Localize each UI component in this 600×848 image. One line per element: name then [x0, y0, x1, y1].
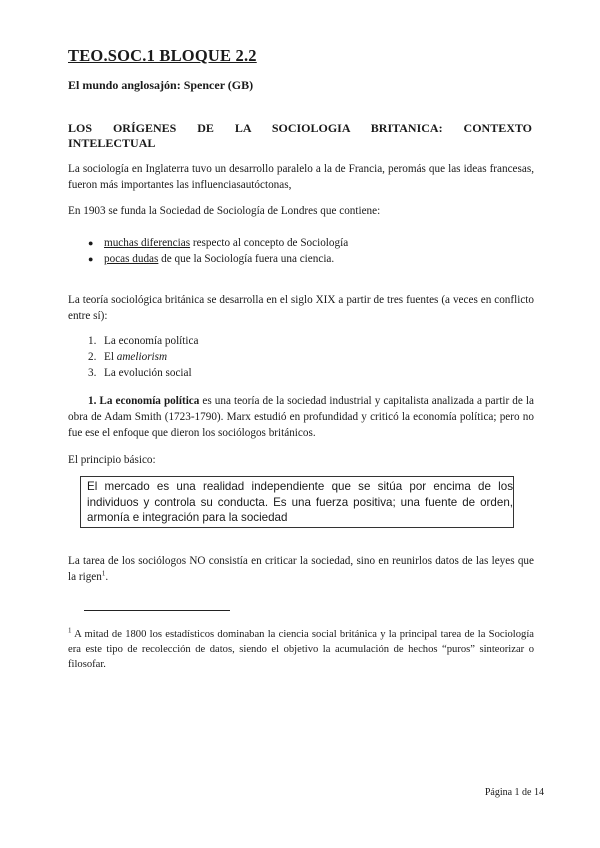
footnote-marker: 1	[68, 626, 72, 635]
numbered-item	[88, 365, 198, 381]
section-heading-line2: INTELECTUAL	[68, 136, 156, 150]
footnote-divider	[84, 610, 230, 611]
numbered-item	[88, 349, 198, 365]
item-number: 1.	[88, 335, 97, 347]
bullet-text: de que la Sociología fuera una ciencia.	[158, 253, 335, 265]
item-text: El	[104, 351, 117, 363]
paragraph-lead-bold: 1. La economía política	[88, 395, 200, 407]
item-italic-text: ameliorism	[116, 351, 168, 363]
bullet-icon: ●	[88, 254, 94, 264]
paragraph-body: La tarea de los sociólogos NO consistía en criticar la sociedad, sino en reunirlos datos de las leyes que la rigen	[68, 555, 534, 583]
paragraph-society-founding: En 1903 se funda la Sociedad de Sociología de Londres que contiene:	[68, 205, 381, 217]
bullet-underlined-text: muchas diferencias	[104, 237, 191, 249]
footnote-text: A mitad de 1800 los estadísticos dominaban la ciencia social británica y la principal tarea de la Sociología era este tipo de recolección de datos, siendo el objetivo la acumulación de hechos “puros” sinteorizar o filosofar.	[68, 629, 534, 670]
bullet-text: respecto al concepto de Sociología	[190, 237, 349, 249]
page-number: Página 1 de 14	[484, 787, 544, 798]
numbered-item	[88, 333, 198, 349]
document-title: TEO.SOC.1 BLOQUE 2.2	[68, 46, 257, 65]
bullet-item	[88, 235, 348, 251]
bullet-underlined-text: pocas dudas	[104, 253, 159, 265]
paragraph-basic-principle: El principio básico:	[68, 454, 156, 466]
numbered-list	[88, 333, 198, 381]
paragraph-theory-sources: La teoría sociológica británica se desarrolla en el siglo XIX a partir de tres fuentes (a veces en conflicto entre sí):	[68, 294, 534, 322]
section-heading-line1: LOS ORÍGENES DE LA SOCIOLOGIA BRITANICA: CONTEXTO	[68, 121, 532, 135]
boxed-principle: El mercado es una realidad independiente que se sitúa por encima de los individuos y controla su conducta. Es una fuerza positiva; una fuente de orden, armonía e integración para la sociedad	[80, 476, 514, 528]
item-number: 2.	[88, 351, 97, 363]
item-text: La economía política	[104, 335, 199, 347]
footnote	[68, 627, 534, 672]
bullet-list	[88, 235, 348, 267]
paragraph-political-economy	[68, 393, 534, 441]
item-text: La evolución social	[104, 367, 192, 379]
bullet-item	[88, 251, 348, 267]
section-heading	[68, 121, 532, 151]
paragraph-intro: La sociología en Inglaterra tuvo un desarrollo paralelo a la de Francia, peromás que las ideas francesas, fueron más importantes las influenciasautóctonas,	[68, 163, 534, 191]
footnote-reference[interactable]: 1	[101, 569, 106, 578]
bullet-icon: ●	[88, 238, 94, 248]
paragraph-body: es una teoría de la sociedad industrial y capitalista analizada a partir de la obra de Adam Smith (1723-1790). Marx estudió en profundidad y criticó la economía política; pero no fue ese el enfoque que dieron los sociólogos británicos.	[68, 395, 534, 439]
paragraph-sociologists-task: La tarea de los sociólogos NO consistía en criticar la sociedad, sino en reunirlos datos de las leyes que la rigen$^1$.	[68, 555, 534, 583]
item-number: 3.	[88, 367, 97, 379]
document-subtitle: El mundo anglosajón: Spencer (GB)	[68, 78, 254, 92]
